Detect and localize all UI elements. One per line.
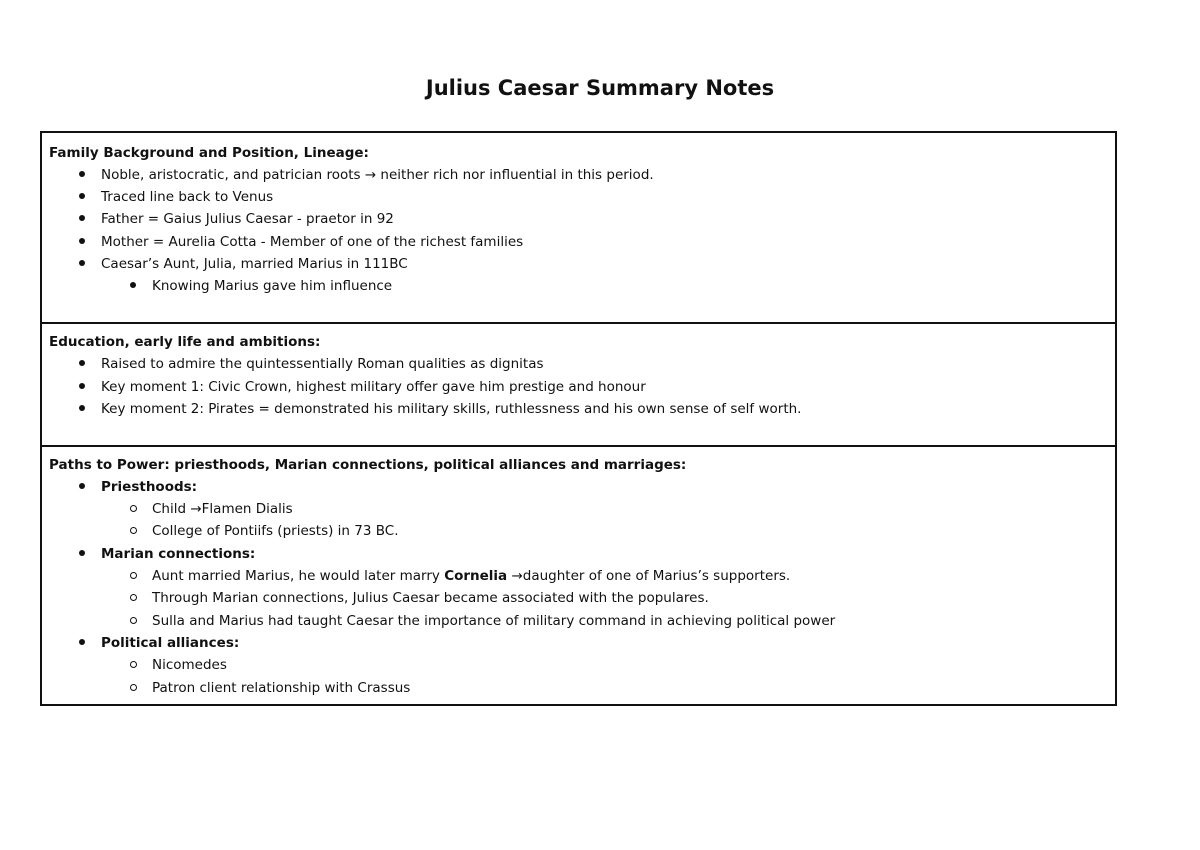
section-paths-to-power	[42, 445, 1115, 704]
bullet-icon	[76, 231, 88, 253]
list-item	[101, 376, 646, 398]
list-item	[101, 186, 273, 208]
list-item	[152, 654, 227, 676]
list-item	[101, 398, 801, 420]
list-item-text: Father = Gaius Julius Caesar - praetor in 92	[101, 211, 394, 227]
bullet-icon	[76, 208, 88, 230]
section-heading: Family Background and Position, Lineage:	[49, 145, 369, 161]
page-title: Julius Caesar Summary Notes	[425, 76, 775, 100]
notes-table	[40, 131, 1117, 706]
circle-bullet-icon	[127, 520, 139, 542]
list-item-text: Traced line back to Venus	[101, 189, 274, 205]
list-item-text: Marian connections:	[101, 546, 256, 562]
list-item	[101, 164, 654, 186]
list-item	[152, 587, 709, 609]
circle-bullet-icon	[127, 610, 139, 632]
list-item	[101, 208, 394, 230]
list-item	[152, 275, 392, 297]
bullet-icon	[76, 186, 88, 208]
circle-bullet-icon	[127, 498, 139, 520]
list-item	[101, 231, 523, 253]
bullet-icon	[127, 275, 139, 297]
list-item	[152, 610, 835, 632]
bullet-icon	[76, 353, 88, 375]
list-item-marian	[101, 543, 255, 565]
list-item-text: Key moment 2: Pirates = demonstrated his military skills, ruthlessness and his own sense of self worth.	[101, 401, 802, 417]
circle-bullet-icon	[127, 587, 139, 609]
section-heading: Education, early life and ambitions:	[49, 334, 321, 350]
list-item	[152, 565, 790, 587]
list-item	[152, 677, 410, 699]
list-item-text: Aunt married Marius, he would later marry	[152, 568, 445, 584]
section-education	[42, 322, 1115, 445]
list-item-text: Patron client relationship with Crassus	[152, 680, 411, 696]
list-item	[101, 253, 408, 275]
list-item-text: Knowing Marius gave him influence	[152, 278, 393, 294]
list-item-text: Sulla and Marius had taught Caesar the importance of military command in achieving political power	[152, 613, 836, 629]
list-item-text: Priesthoods:	[101, 479, 198, 495]
list-item-text: Caesar’s Aunt, Julia, married Marius in 111BC	[101, 256, 408, 272]
cornelia-emphasis: Cornelia	[444, 568, 508, 584]
bullet-icon	[76, 632, 88, 654]
list-item	[101, 353, 544, 375]
list-item-priesthoods	[101, 476, 197, 498]
section-heading: Paths to Power: priesthoods, Marian connections, political alliances and marriages:	[49, 457, 687, 473]
section-family-background	[42, 133, 1115, 322]
list-item-text: →daughter of one of Marius’s supporters.	[507, 568, 791, 584]
list-item-text: Noble, aristocratic, and patrician roots → neither rich nor influential in this period.	[101, 167, 654, 183]
list-item-text: College of Pontiifs (priests) in 73 BC.	[152, 523, 399, 539]
bullet-icon	[76, 376, 88, 398]
list-item-text: Through Marian connections, Julius Caesar became associated with the populares.	[152, 590, 709, 606]
list-item	[152, 520, 398, 542]
list-item-text: Raised to admire the quintessentially Roman qualities as dignitas	[101, 356, 544, 372]
bullet-icon	[76, 476, 88, 498]
list-item-text: Key moment 1: Civic Crown, highest military offer gave him prestige and honour	[101, 379, 646, 395]
circle-bullet-icon	[127, 565, 139, 587]
list-item-text: Mother = Aurelia Cotta - Member of one of the richest families	[101, 234, 524, 250]
circle-bullet-icon	[127, 677, 139, 699]
circle-bullet-icon	[127, 654, 139, 676]
list-item-text: Child →Flamen Dialis	[152, 501, 293, 517]
bullet-icon	[76, 164, 88, 186]
list-item	[152, 498, 293, 520]
bullet-icon	[76, 253, 88, 275]
list-item-text: Nicomedes	[152, 657, 227, 673]
bullet-icon	[76, 398, 88, 420]
list-item-alliances	[101, 632, 239, 654]
list-item-text: Political alliances:	[101, 635, 240, 651]
bullet-icon	[76, 543, 88, 565]
